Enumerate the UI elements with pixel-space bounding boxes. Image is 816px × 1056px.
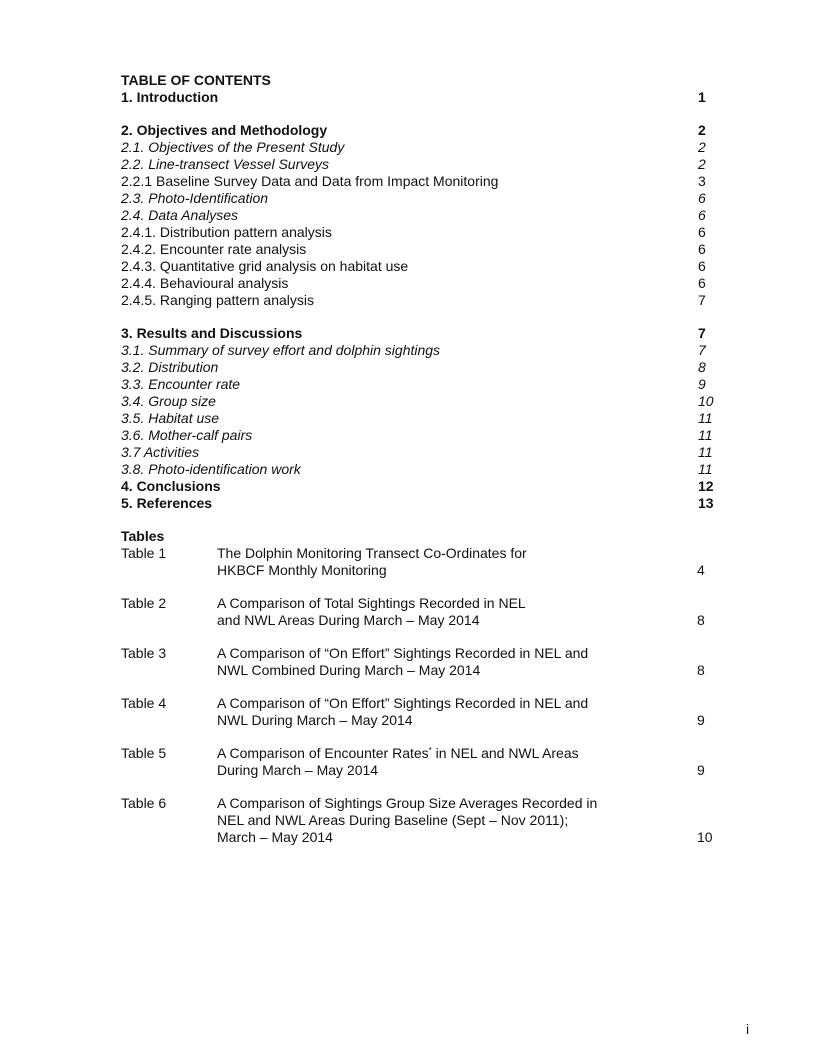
toc-entry <box>121 461 714 478</box>
toc-entry <box>121 444 714 461</box>
table-description-text: NEL and NWL Areas During Baseline (Sept – Nov 2011); <box>217 812 569 828</box>
toc-entry-page: 6 <box>698 275 706 291</box>
toc-entry-page: 11 <box>698 427 713 443</box>
toc-entry-page: 2 <box>698 139 706 155</box>
table-description-text: A Comparison of “On Effort” Sightings Recorded in NEL and <box>217 695 589 711</box>
table-description-text: and NWL Areas During March – May 2014 <box>217 612 480 628</box>
page-number: i <box>746 1021 750 1037</box>
toc-entry <box>121 427 714 444</box>
toc-entry-page: 6 <box>698 224 706 240</box>
table-label: Table 1 <box>121 545 167 561</box>
toc-entry-page: 7 <box>698 292 706 308</box>
toc-entry-title: 2.2.1 Baseline Survey Data and Data from Impact Monitoring <box>121 173 499 189</box>
toc-entry-page: 9 <box>698 376 706 392</box>
table-description-line <box>217 695 637 712</box>
toc-entry-page: 6 <box>698 207 706 223</box>
toc-entry-page: 11 <box>698 461 713 477</box>
table-list-item <box>121 695 721 729</box>
toc-entry <box>121 325 714 342</box>
toc-entry <box>121 139 714 156</box>
toc-entry-page: 13 <box>698 495 714 511</box>
toc-entry <box>121 495 714 512</box>
toc-entry-title: 2.2. Line-transect Vessel Surveys <box>121 156 330 172</box>
toc-entry <box>121 376 714 393</box>
toc-entry-title: 2.4.1. Distribution pattern analysis <box>121 224 332 240</box>
tables-list <box>121 545 721 862</box>
toc-entry-title: 2.4.2. Encounter rate analysis <box>121 241 307 257</box>
toc-entry <box>121 207 714 224</box>
table-description-line <box>217 812 637 829</box>
toc-entry-title: 2.4. Data Analyses <box>121 207 238 223</box>
table-page: 8 <box>697 662 705 678</box>
toc-entry-title: 3. Results and Discussions <box>121 325 303 341</box>
toc-entry-title: 3.7 Activities <box>121 444 200 460</box>
toc-entry-page: 6 <box>698 190 706 206</box>
table-description-line <box>217 745 637 762</box>
table-page: 9 <box>697 712 705 728</box>
table-page: 10 <box>697 829 713 845</box>
toc-entry-title: 1. Introduction <box>121 89 219 105</box>
toc-entry <box>121 342 714 359</box>
toc-entry-title: 3.1. Summary of survey effort and dolphin sightings <box>121 342 441 358</box>
table-page: 8 <box>697 612 705 628</box>
toc-entry-title: 4. Conclusions <box>121 478 221 494</box>
table-description <box>217 795 637 846</box>
table-description-line <box>217 712 637 729</box>
toc-entry <box>121 173 714 190</box>
table-description-text: March – May 2014 <box>217 829 333 845</box>
toc-entry <box>121 393 714 410</box>
toc-entry-page: 1 <box>698 89 706 105</box>
toc-entry-title: 2.4.4. Behavioural analysis <box>121 275 289 291</box>
toc-entry <box>121 190 714 207</box>
table-description-line <box>217 829 637 846</box>
table-page: 9 <box>697 762 705 778</box>
toc-entry-page: 7 <box>698 325 706 341</box>
table-description <box>217 545 637 579</box>
toc-entry-title: 2.4.3. Quantitative grid analysis on habitat use <box>121 258 409 274</box>
table-list-item <box>121 595 721 629</box>
table-page: 4 <box>697 562 705 578</box>
toc-entry-page: 8 <box>698 359 706 375</box>
table-description-line <box>217 645 637 662</box>
table-description-text: A Comparison of Sightings Group Size Averages Recorded in <box>217 795 598 811</box>
toc-gap <box>121 309 714 325</box>
tables-heading: Tables <box>121 528 165 544</box>
toc-entry <box>121 156 714 173</box>
table-description-text: A Comparison of Total Sightings Recorded in NEL <box>217 595 526 611</box>
toc-entry <box>121 275 714 292</box>
toc-entry-page: 2 <box>698 122 706 138</box>
toc-entry-title: 2. Objectives and Methodology <box>121 122 328 138</box>
toc-entry <box>121 359 714 376</box>
toc-entry-page: 3 <box>698 173 706 189</box>
table-list-item <box>121 745 721 779</box>
table-description-line <box>217 595 637 612</box>
toc-entry-title: 3.3. Encounter rate <box>121 376 241 392</box>
toc-entry <box>121 478 714 495</box>
table-list-item <box>121 645 721 679</box>
toc-entry <box>121 292 714 309</box>
table-description <box>217 595 637 629</box>
toc-entry-page: 2 <box>698 156 706 172</box>
table-label: Table 5 <box>121 745 167 761</box>
toc-entry <box>121 224 714 241</box>
table-description-text: The Dolphin Monitoring Transect Co-Ordinates for <box>217 545 527 561</box>
toc-entry-title: 2.3. Photo-Identification <box>121 190 269 206</box>
toc-entry-title: 3.2. Distribution <box>121 359 219 375</box>
table-description-text: HKBCF Monthly Monitoring <box>217 562 387 578</box>
table-description-line <box>217 612 637 629</box>
toc-heading: TABLE OF CONTENTS <box>121 72 271 88</box>
toc-gap <box>121 106 714 122</box>
table-list-item <box>121 545 721 579</box>
table-label: Table 2 <box>121 595 167 611</box>
table-description <box>217 695 637 729</box>
toc-entry-page: 11 <box>698 444 713 460</box>
toc-entry <box>121 241 714 258</box>
table-description-line <box>217 545 637 562</box>
toc-entry-title: 3.5. Habitat use <box>121 410 220 426</box>
toc-entry-page: 10 <box>698 393 714 409</box>
table-description-text: NWL Combined During March – May 2014 <box>217 662 481 678</box>
footnote-marker: * <box>428 746 432 755</box>
toc-entry-page: 6 <box>698 258 706 274</box>
table-label: Table 6 <box>121 795 167 811</box>
toc-entry <box>121 410 714 427</box>
table-description-text: NWL During March – May 2014 <box>217 712 413 728</box>
table-label: Table 3 <box>121 645 167 661</box>
toc-entry-page: 7 <box>698 342 706 358</box>
table-description-line <box>217 795 637 812</box>
table-description <box>217 745 637 779</box>
table-description-text: in NEL and NWL Areas <box>431 745 579 761</box>
toc-entry-title: 3.6. Mother-calf pairs <box>121 427 253 443</box>
toc-entry <box>121 89 714 106</box>
table-description-line <box>217 562 637 579</box>
table-label: Table 4 <box>121 695 167 711</box>
toc-entry-page: 6 <box>698 241 706 257</box>
toc-entry <box>121 122 714 139</box>
table-description-line <box>217 762 637 779</box>
toc-entry-title: 2.1. Objectives of the Present Study <box>121 139 345 155</box>
toc-entry-title: 5. References <box>121 495 213 511</box>
toc-list <box>121 89 714 512</box>
toc-entry-title: 3.8. Photo-identification work <box>121 461 301 477</box>
toc-entry-page: 11 <box>698 410 713 426</box>
toc-entry-title: 3.4. Group size <box>121 393 216 409</box>
table-description-line <box>217 662 637 679</box>
toc-entry-page: 12 <box>698 478 714 494</box>
toc-entry <box>121 258 714 275</box>
toc-entry-title: 2.4.5. Ranging pattern analysis <box>121 292 315 308</box>
table-description-text: During March – May 2014 <box>217 762 379 778</box>
table-list-item <box>121 795 721 846</box>
table-description <box>217 645 637 679</box>
table-description-text: A Comparison of Encounter Rates <box>217 745 429 761</box>
table-description-text: A Comparison of “On Effort” Sightings Recorded in NEL and <box>217 645 589 661</box>
